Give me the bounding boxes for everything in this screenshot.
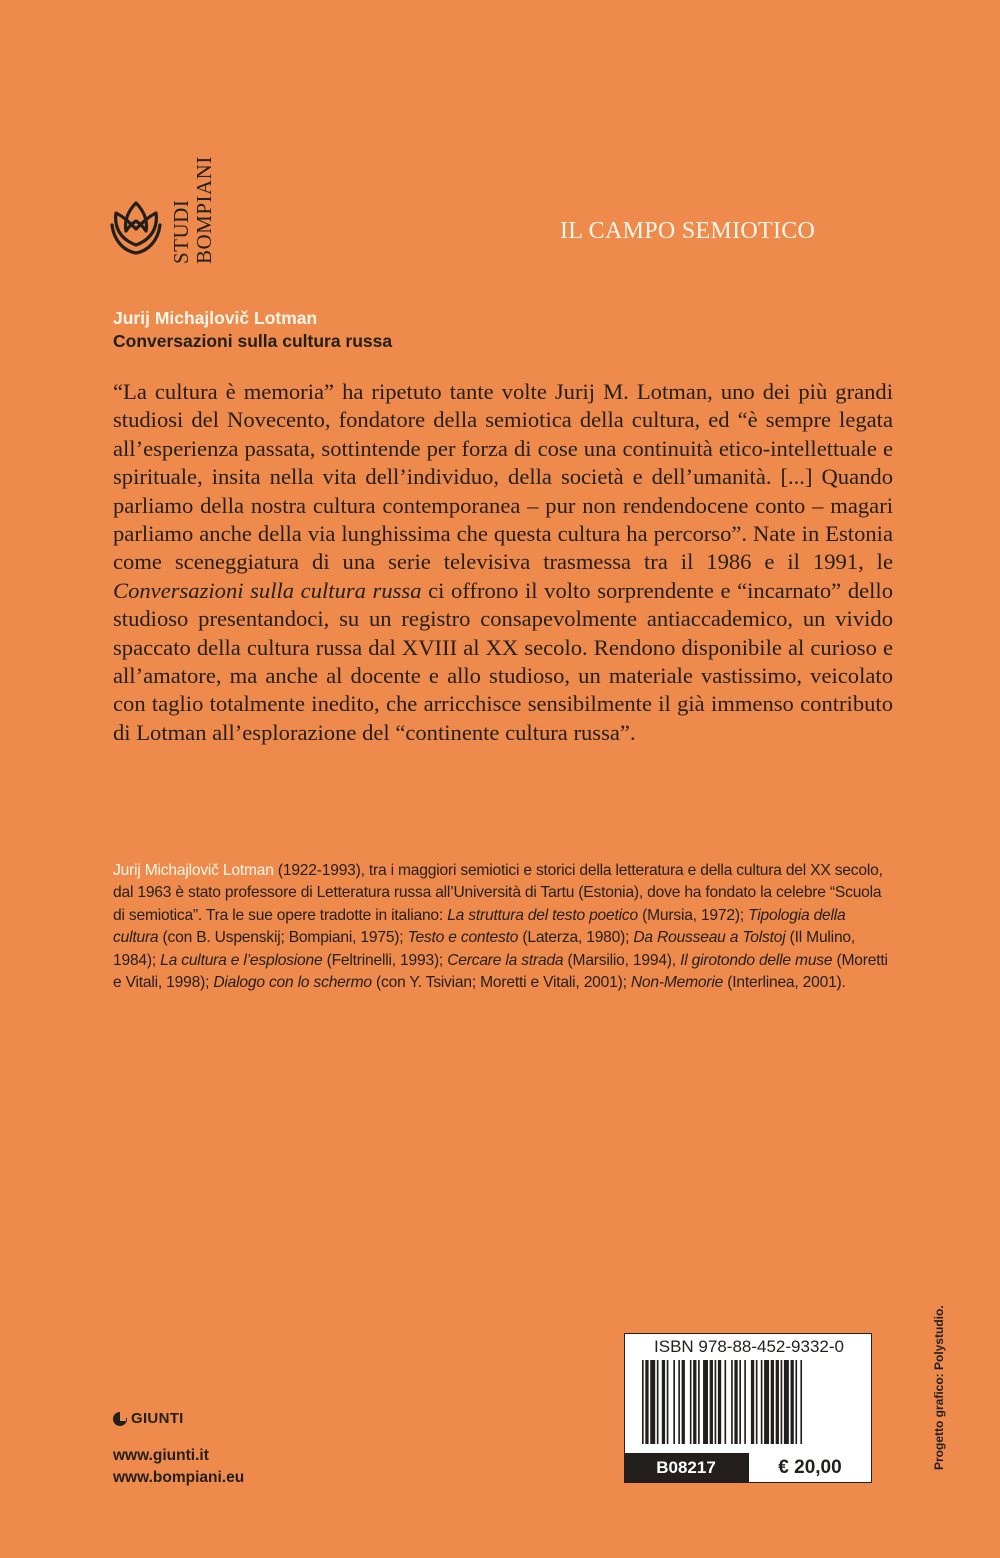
barcode-bar bbox=[715, 1360, 717, 1444]
barcode-bar bbox=[764, 1360, 769, 1444]
bio-text: (con B. Uspenskij; Bompiani, 1975); bbox=[158, 929, 408, 947]
bio-author-name: Jurij Michajlovič Lotman bbox=[113, 862, 274, 879]
barcode-bar bbox=[657, 1360, 659, 1444]
barcode-bar bbox=[650, 1360, 655, 1444]
bio-work-title: Testo e contesto bbox=[407, 929, 519, 947]
barcode-bar bbox=[776, 1360, 779, 1444]
bio-work-title: Dialogo con lo schermo bbox=[213, 974, 372, 992]
bio-text: (Moretti e Vitali, 1998); bbox=[113, 951, 888, 992]
isbn-number: ISBN 978-88-452-9332-0 bbox=[654, 1337, 844, 1356]
barcode-bar bbox=[734, 1360, 737, 1444]
barcode-bar bbox=[731, 1360, 733, 1444]
author-name: Jurij Michajlovič Lotman bbox=[113, 308, 318, 328]
barcode-bar bbox=[784, 1360, 789, 1444]
barcode-bar bbox=[642, 1360, 644, 1444]
blurb-part-1: “La cultura è memoria” ha ripetuto tante volte Jurij M. Lotman, uno dei più grandi studiosi del Novecento, fondatore della semiotica della cultura, ed “è sempre legata all’esperienza passata, sottintende per forza di cose una continuità etico-intellettuale e spirituale, insita nella vita dell’individuo, della società e dell’umanità. [...] Quando parliamo della nostra cultura contemporanea – pur non rendendocene conto – magari parliamo anche della via lunghissima che questa cultura ha percorso”. Nate in Estonia come sceneggiatura di una serie televisiva trasmessa tra il 1986 e il 1991, le bbox=[113, 379, 893, 575]
barcode-bar bbox=[739, 1360, 741, 1444]
bio-work-title: Non-Memorie bbox=[630, 974, 724, 992]
barcode-bar bbox=[751, 1360, 754, 1444]
barcode-bar bbox=[682, 1360, 685, 1444]
barcode-bar bbox=[744, 1360, 746, 1444]
barcode-bar bbox=[703, 1360, 708, 1444]
blurb-italic-title: Conversazioni sulla cultura russa bbox=[113, 577, 422, 603]
barcode-bar bbox=[761, 1360, 763, 1444]
bio-text: (Feltrinelli, 1993); bbox=[322, 951, 448, 969]
barcode-bar bbox=[800, 1360, 802, 1444]
publisher-url-bompiani[interactable]: www.bompiani.eu bbox=[113, 1469, 245, 1486]
bio-text: (Interlinea, 2001). bbox=[723, 974, 846, 992]
bio-text: (Il Mulino, 1984); bbox=[113, 929, 856, 969]
barcode-bar bbox=[678, 1360, 680, 1444]
giunti-g-icon bbox=[113, 1412, 127, 1426]
barcode-bar bbox=[667, 1360, 669, 1444]
bio-text: (1922-1993), tra i maggiori semiotici e storici della letteratura e della cultura del XX secolo, dal 1963 è stato professore di Letteratura russa all’Università di Tartu (Estonia), dove ha fondato la celebre “Scuola di semiotica”. Tra le sue opere tradotte in italiano: bbox=[113, 862, 883, 924]
barcode-bar bbox=[673, 1360, 675, 1444]
logo-line-bompiani: BOMPIANI bbox=[192, 156, 216, 264]
barcode-bar bbox=[791, 1360, 794, 1444]
barcode-bar bbox=[718, 1360, 721, 1444]
bio-work-title: La struttura del testo poetico bbox=[447, 906, 638, 924]
imprint-logo-text bbox=[170, 116, 220, 264]
bio-text: (Mursia, 1972); bbox=[637, 906, 749, 924]
barcode-bar bbox=[698, 1360, 700, 1444]
publisher-name: GIUNTI bbox=[131, 1410, 184, 1427]
barcode-bar bbox=[795, 1360, 797, 1444]
bio-work-title: La cultura e l’esplosione bbox=[160, 951, 323, 969]
bio-work-title: Da Rousseau a Tolstoj bbox=[633, 929, 786, 947]
logo-line-studi: STUDI bbox=[169, 199, 193, 264]
author-bio bbox=[113, 860, 888, 994]
series-name: IL CAMPO SEMIOTICO bbox=[560, 218, 816, 244]
barcode-bar bbox=[690, 1360, 692, 1444]
product-code: B08217 bbox=[624, 1453, 748, 1483]
price: € 20,00 bbox=[748, 1453, 872, 1483]
barcode-bars bbox=[640, 1360, 862, 1444]
barcode-bar bbox=[781, 1360, 783, 1444]
barcode-bar bbox=[756, 1360, 758, 1444]
barcode-bar bbox=[693, 1360, 696, 1444]
barcode-bar bbox=[645, 1360, 648, 1444]
bio-text: (con Y. Tsivian; Moretti e Vitali, 2001); bbox=[371, 974, 631, 992]
barcode-bar bbox=[725, 1360, 727, 1444]
bio-work-title: Tipologia della cultura bbox=[113, 906, 846, 947]
bio-text: (Marsilio, 1994), bbox=[563, 951, 681, 969]
publisher-logo bbox=[113, 1410, 184, 1427]
design-credit: Progetto grafico: Polystudio. bbox=[932, 1305, 946, 1470]
barcode-bar bbox=[662, 1360, 665, 1444]
publisher-url-giunti[interactable]: www.giunti.it bbox=[113, 1447, 209, 1464]
book-title: Conversazioni sulla cultura russa bbox=[113, 331, 393, 351]
bio-work-title: Cercare la strada bbox=[447, 951, 564, 969]
barcode-bar bbox=[710, 1360, 713, 1444]
lotus-icon bbox=[108, 195, 164, 257]
barcode-bar bbox=[771, 1360, 774, 1444]
blurb-part-2: ci offrono il volto sorprendente e “incarnato” dello studioso presentandoci, su un registro consapevolmente antiaccademico, un vivido spaccato della cultura russa dal XVIII al XX secolo. Rendono disponibile al curioso e all’amatore, ma anche al docente e allo studioso, un materiale vastissimo, veicolato con taglio totalmente inedito, che arricchisce sensibilmente il già immenso contributo di Lotman all’esplorazione del “continente cultura russa”. bbox=[113, 577, 893, 745]
bio-text: (Laterza, 1980); bbox=[518, 929, 634, 947]
bio-work-title: Il girotondo delle muse bbox=[680, 951, 833, 969]
blurb-text bbox=[113, 378, 893, 747]
